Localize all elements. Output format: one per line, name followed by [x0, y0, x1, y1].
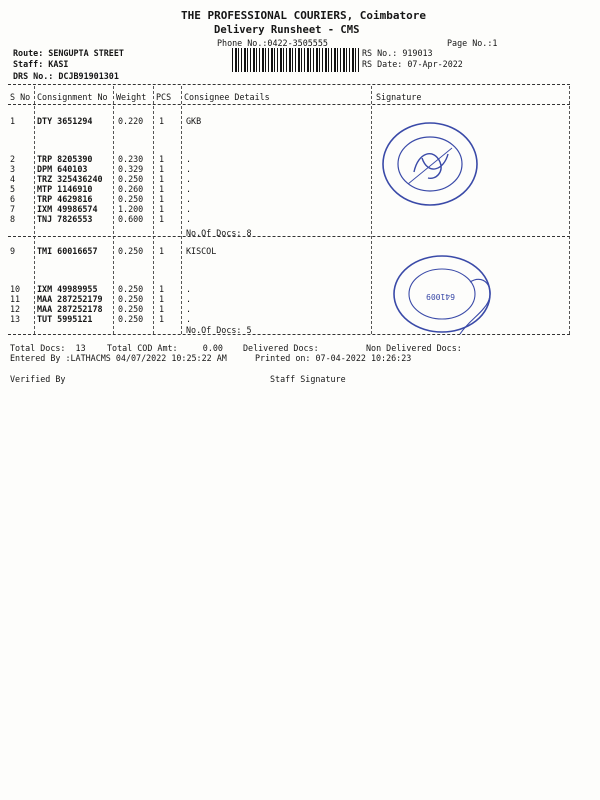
cell-sno: 13: [10, 314, 21, 324]
non-delivered-docs: Non Delivered Docs:: [366, 343, 462, 353]
cell-wt: 0.260: [118, 184, 144, 194]
docs-count: No.Of Docs: 5: [186, 325, 252, 335]
cell-sno: 11: [10, 294, 21, 304]
staff: Staff: KASI: [13, 59, 69, 69]
document-title: Delivery Runsheet - CMS: [214, 24, 360, 36]
cell-cons: MTP 1146910: [37, 184, 93, 194]
cell-wt: 0.220: [118, 116, 144, 126]
entered-by: Entered By :LATHACMS 04/07/2022 10:25:22 AM: [10, 353, 227, 363]
cell-pcs: 1: [159, 174, 165, 184]
col-sno: S No: [10, 92, 31, 102]
cell-det: .: [186, 164, 192, 174]
total-docs: Total Docs: 13: [10, 343, 86, 353]
cell-wt: 0.250: [118, 284, 144, 294]
cell-wt: 1.200: [118, 204, 144, 214]
cell-cons: TRZ 325436240: [37, 174, 103, 184]
column-separator: [569, 86, 570, 334]
svg-text:641009: 641009: [426, 292, 455, 301]
cell-wt: 0.250: [118, 294, 144, 304]
consignee-name: GKB: [186, 116, 202, 126]
column-separator: [113, 86, 114, 334]
col-signature: Signature: [376, 92, 422, 102]
cell-cons: TRP 4629816: [37, 194, 93, 204]
cell-cons: IXM 49989955: [37, 284, 98, 294]
staff-signature: Staff Signature: [270, 374, 346, 384]
cell-pcs: 1: [159, 116, 165, 126]
cell-cons: TNJ 7826553: [37, 214, 93, 224]
phone-number: Phone No.:0422-3505555: [217, 38, 328, 48]
cell-sno: 1: [10, 116, 16, 126]
cell-det: .: [186, 314, 192, 324]
page-number: Page No.:1: [447, 38, 498, 48]
cell-cons: DPM 640103: [37, 164, 88, 174]
divider: [8, 84, 570, 85]
cell-wt: 0.230: [118, 154, 144, 164]
cell-sno: 10: [10, 284, 21, 294]
cell-pcs: 1: [159, 204, 165, 214]
cell-pcs: 1: [159, 194, 165, 204]
cell-sno: 4: [10, 174, 16, 184]
cell-pcs: 1: [159, 246, 165, 256]
cell-det: .: [186, 194, 192, 204]
cell-sno: 6: [10, 194, 16, 204]
barcode: [232, 48, 360, 72]
cell-sno: 12: [10, 304, 21, 314]
group-divider: [8, 236, 570, 237]
cell-det: .: [186, 214, 192, 224]
cell-det: .: [186, 184, 192, 194]
total-cod: Total COD Amt: 0.00: [107, 343, 223, 353]
cell-wt: 0.250: [118, 174, 144, 184]
cell-wt: 0.250: [118, 314, 144, 324]
company-stamp-gkb: [378, 118, 482, 210]
column-separator: [181, 86, 182, 334]
cell-cons: MAA 287252178: [37, 304, 103, 314]
cell-cons: DTY 3651294: [37, 116, 93, 126]
column-separator: [153, 86, 154, 334]
cell-det: .: [186, 284, 192, 294]
rs-date: RS Date: 07-Apr-2022: [362, 59, 463, 69]
column-separator: [34, 86, 35, 334]
verified-by: Verified By: [10, 374, 66, 384]
cell-det: .: [186, 304, 192, 314]
col-consignment: Consignment No: [37, 92, 108, 102]
col-pcs: PCS: [156, 92, 172, 102]
divider: [8, 104, 570, 105]
cell-det: .: [186, 154, 192, 164]
route: Route: SENGUPTA STREET: [13, 48, 124, 58]
delivered-docs: Delivered Docs:: [243, 343, 319, 353]
cell-pcs: 1: [159, 304, 165, 314]
col-consignee: Consignee Details: [184, 92, 270, 102]
printed-on: Printed on: 07-04-2022 10:26:23: [255, 353, 412, 363]
company-stamp-iron-steel: [388, 252, 500, 342]
company-name: THE PROFESSIONAL COURIERS, Coimbatore: [181, 9, 427, 22]
cell-cons: TRP 8205390: [37, 154, 93, 164]
cell-pcs: 1: [159, 214, 165, 224]
cell-wt: 0.250: [118, 194, 144, 204]
cell-pcs: 1: [159, 154, 165, 164]
cell-wt: 0.329: [118, 164, 144, 174]
cell-cons: MAA 287252179: [37, 294, 103, 304]
cell-wt: 0.250: [118, 304, 144, 314]
cell-wt: 0.600: [118, 214, 144, 224]
cell-cons: TUT 5995121: [37, 314, 93, 324]
col-weight: Weight: [116, 92, 147, 102]
cell-cons: TMI 60016657: [37, 246, 98, 256]
cell-sno: 3: [10, 164, 16, 174]
cell-sno: 7: [10, 204, 16, 214]
rs-number: RS No.: 919013: [362, 48, 433, 58]
docs-count: No.Of Docs: 8: [186, 228, 252, 238]
cell-det: .: [186, 294, 192, 304]
drs-number: DRS No.: DCJB91901301: [13, 71, 119, 81]
cell-det: .: [186, 174, 192, 184]
column-separator: [371, 86, 372, 334]
cell-pcs: 1: [159, 164, 165, 174]
cell-pcs: 1: [159, 184, 165, 194]
consignee-name: KISCOL: [186, 246, 217, 256]
cell-sno: 2: [10, 154, 16, 164]
cell-pcs: 1: [159, 314, 165, 324]
cell-pcs: 1: [159, 294, 165, 304]
cell-sno: 9: [10, 246, 16, 256]
cell-det: .: [186, 204, 192, 214]
cell-sno: 8: [10, 214, 16, 224]
cell-pcs: 1: [159, 284, 165, 294]
cell-wt: 0.250: [118, 246, 144, 256]
cell-sno: 5: [10, 184, 16, 194]
cell-cons: IXM 49986574: [37, 204, 98, 214]
